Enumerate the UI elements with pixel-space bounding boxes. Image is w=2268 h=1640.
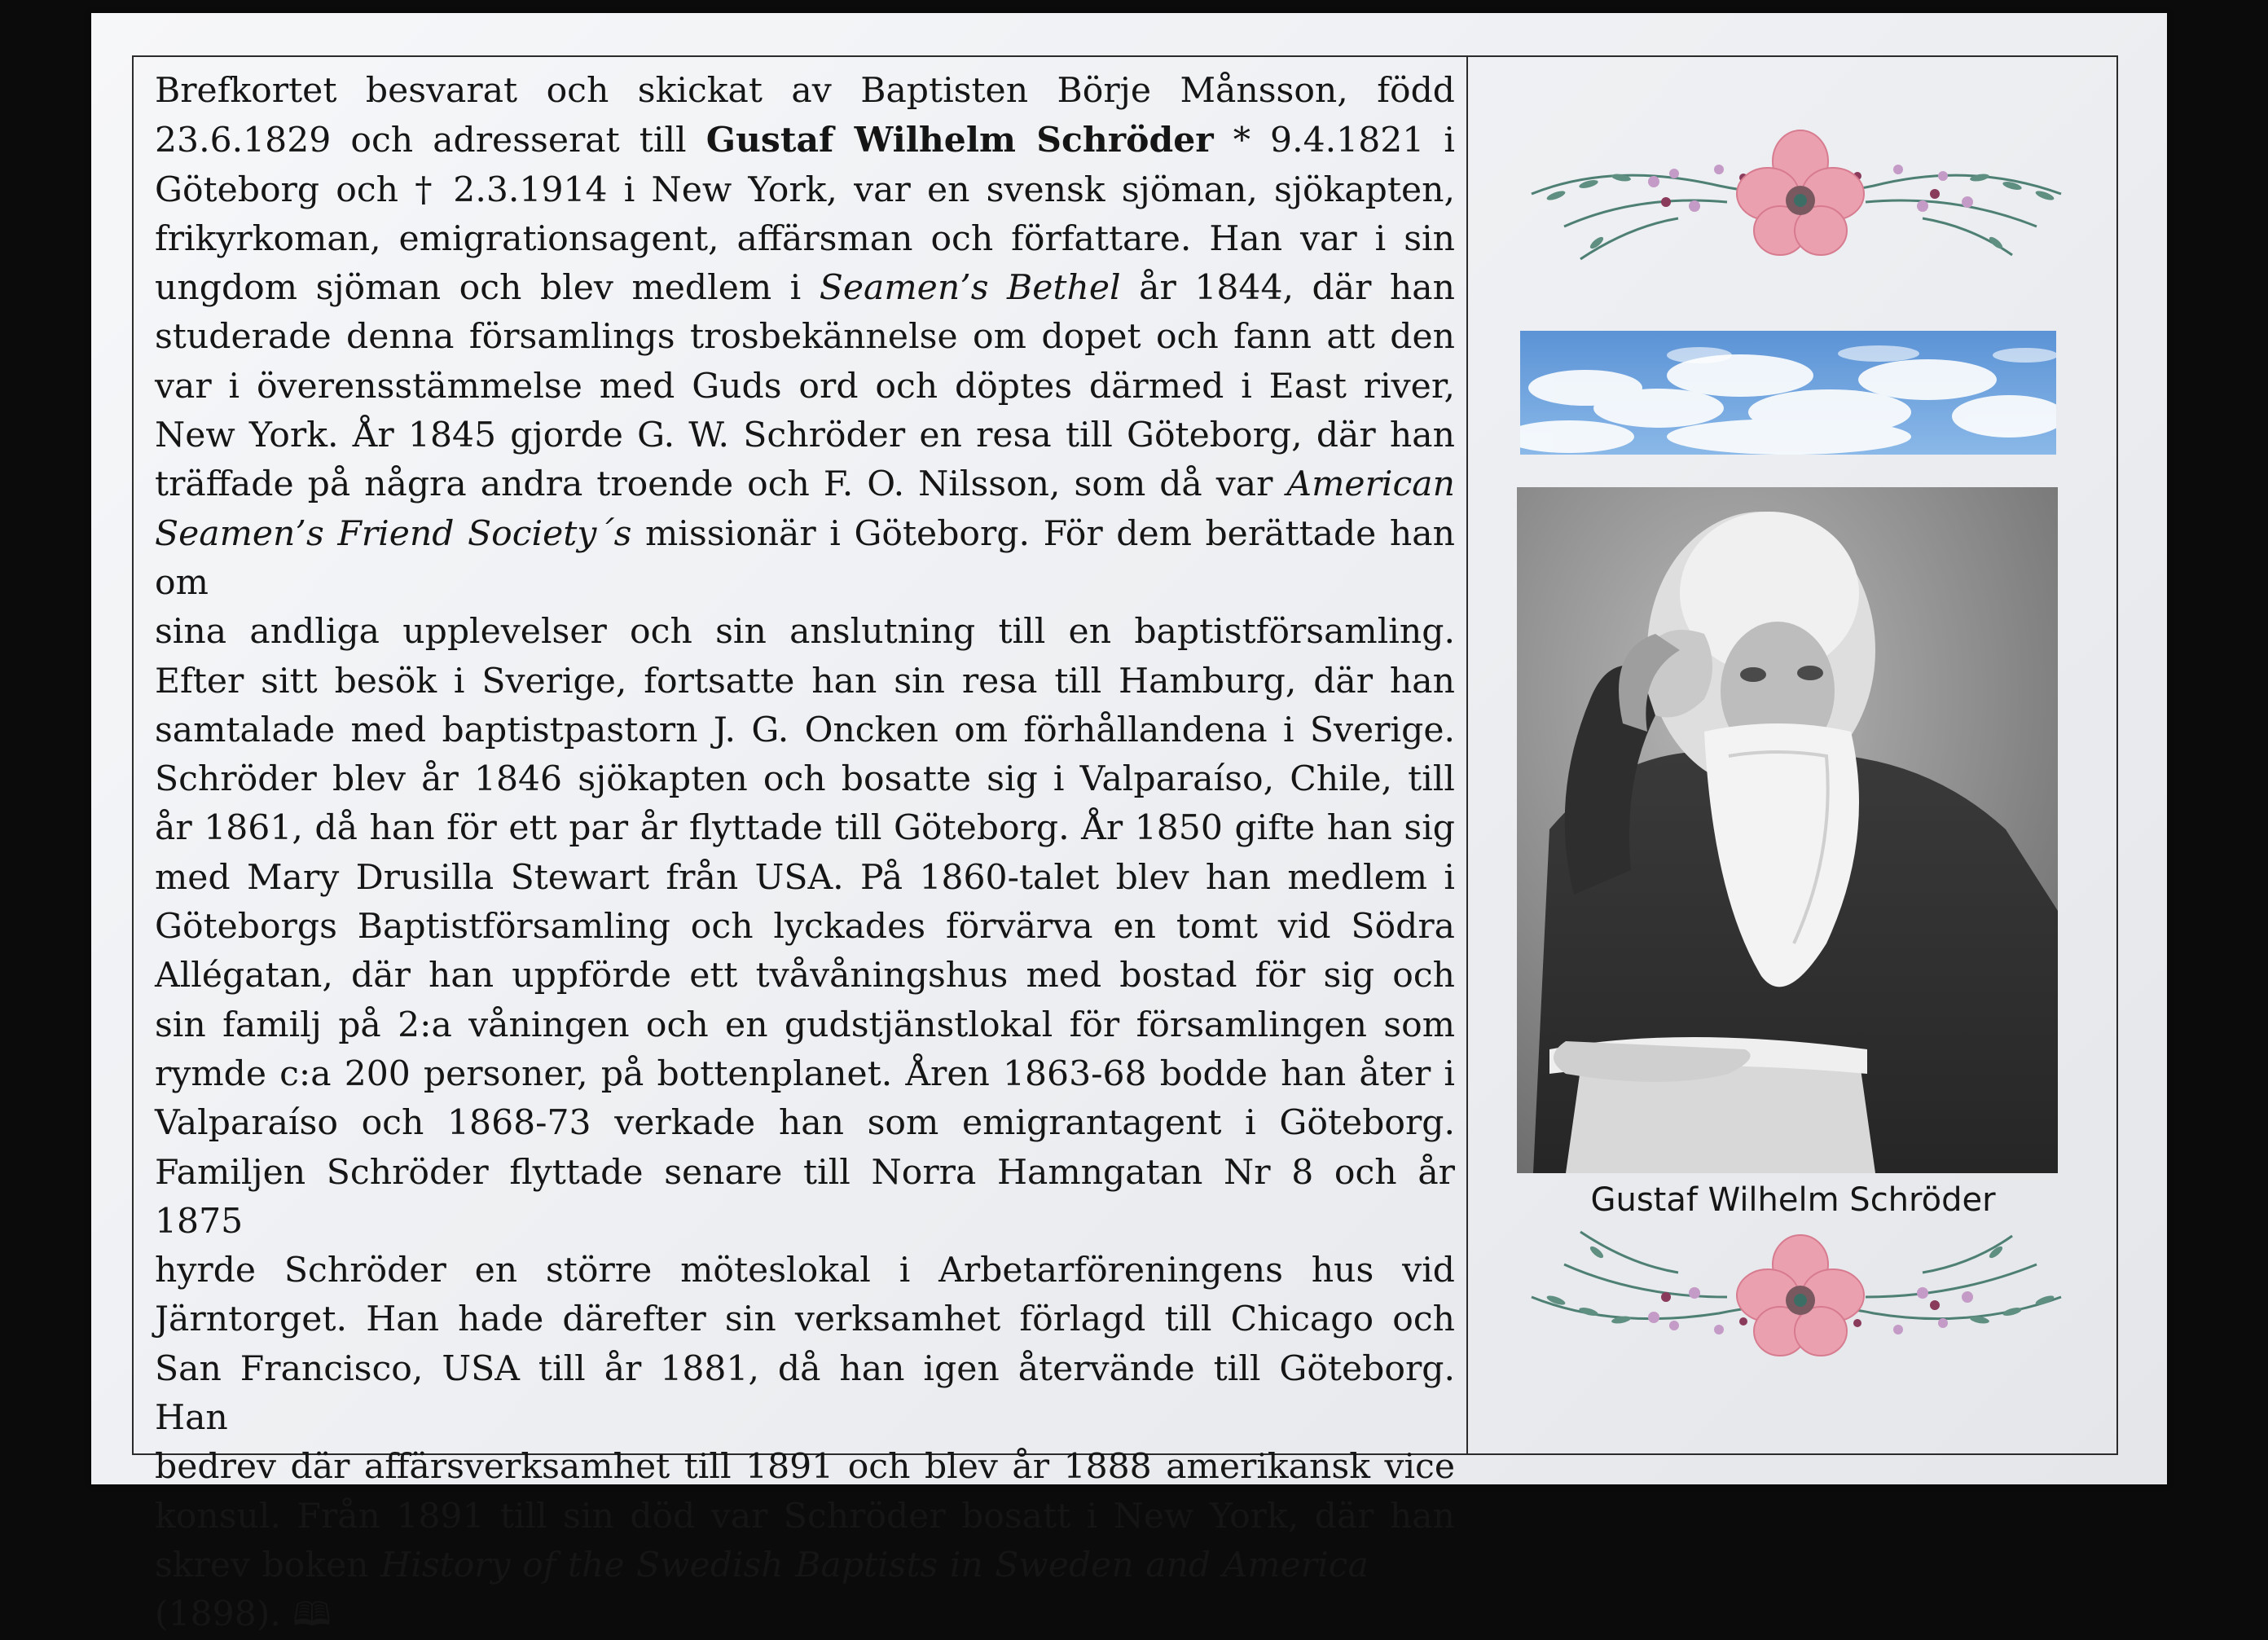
text-run: missionär i Göteborg. För dem berättade han om: [155, 513, 1455, 603]
text-line: [155, 952, 1455, 1000]
text-line: [155, 363, 1455, 411]
book-icon: 🕮: [292, 1596, 332, 1634]
text-line: [155, 1099, 1455, 1148]
biography-text: [155, 67, 1455, 1640]
italic-title: Seamen’s Bethel: [819, 268, 1121, 309]
text-run: med Mary Drusilla Stewart från USA. På 1860-talet blev han medlem i: [155, 857, 1455, 898]
text-line: [155, 854, 1455, 903]
text-run: år 1844, där han: [1120, 268, 1455, 309]
text-run: Familjen Schröder flyttade senare till Norra Hamngatan Nr 8 och år 1875: [155, 1152, 1455, 1242]
text-run: San Francisco, USA till år 1881, då han igen återvände till Göteborg. Han: [155, 1348, 1455, 1439]
text-line: [155, 411, 1455, 460]
text-line: [155, 166, 1455, 215]
text-line: [155, 215, 1455, 264]
text-line: [155, 1443, 1455, 1492]
text-line: [155, 1246, 1455, 1295]
text-line: [155, 67, 1455, 116]
text-line: [155, 264, 1455, 313]
text-line: [155, 116, 1455, 165]
text-run: samtalade med baptistpastorn J. G. Oncken om förhållandena i Sverige.: [155, 710, 1455, 750]
text-line: [155, 1001, 1455, 1050]
text-run: * 9.4.1821 i: [1213, 121, 1455, 161]
text-line: [155, 903, 1455, 952]
text-run: ungdom sjöman och blev medlem i: [155, 268, 820, 309]
text-run: Göteborg och † 2.3.1914 i New York, var en svensk sjöman, sjökapten,: [155, 169, 1455, 210]
text-run: skrev boken: [155, 1545, 381, 1585]
text-line: [155, 608, 1455, 657]
text-run: studerade denna församlings trosbekännelse om dopet och fann att den: [155, 317, 1455, 358]
text-line: [155, 1295, 1455, 1344]
text-run: Brefkortet besvarat och skickat av Baptisten Börje Månsson, född: [155, 71, 1455, 111]
text-run: Järntorget. Han hade därefter sin verksamhet förlagd till Chicago och: [155, 1299, 1455, 1340]
text-line: [155, 460, 1455, 509]
text-run: New York. År 1845 gjorde G. W. Schröder en resa till Göteborg, där han: [155, 415, 1455, 456]
portrait-caption: Gustaf Wilhelm Schröder: [1590, 1181, 1996, 1219]
text-run: rymde c:a 200 personer, på bottenplanet. Åren 1863-68 bodde han åter i: [155, 1053, 1455, 1094]
illustration-column: [1468, 57, 2118, 1453]
text-run: konsul. Från 1891 till sin död var Schröder bosatt i New York, där han: [155, 1496, 1455, 1537]
text-line: [155, 1050, 1455, 1099]
text-run: Efter sitt besök i Sverige, fortsatte han sin resa till Hamburg, där han: [155, 661, 1455, 701]
text-run: (1898).: [155, 1594, 293, 1635]
text-line: [155, 510, 1455, 609]
text-line: [155, 1541, 1455, 1640]
text-line: [155, 804, 1455, 853]
floral-garland-bottom: [1515, 1216, 2077, 1395]
text-run: bedrev där affärsverksamhet till 1891 och blev år 1888 amerikansk vice: [155, 1447, 1455, 1488]
text-line: [155, 657, 1455, 706]
text-run: sin familj på 2:a våningen och en gudstjänstlokal för församlingen som: [155, 1005, 1455, 1045]
text-line: [155, 1345, 1455, 1444]
text-run: träffade på några andra troende och F. O. Nilsson, som då var: [155, 464, 1287, 505]
floral-garland-top: [1515, 104, 2077, 284]
text-run: Göteborgs Baptistförsamling och lyckades förvärva en tomt vid Södra: [155, 907, 1455, 948]
text-run: Schröder blev år 1846 sjökapten och bosatte sig i Valparaíso, Chile, till: [155, 759, 1455, 800]
text-line: [155, 1493, 1455, 1541]
text-run: hyrde Schröder en större möteslokal i Arbetarföreningens hus vid: [155, 1251, 1455, 1291]
text-run: år 1861, då han för ett par år flyttade till Göteborg. År 1850 gifte han sig: [155, 808, 1455, 849]
bold-name: Gustaf Wilhelm Schröder: [705, 120, 1214, 161]
italic-title: History of the Swedish Baptists in Sweden and America: [380, 1545, 1369, 1585]
text-run: var i överensstämmelse med Guds ord och döptes därmed i East river,: [155, 366, 1455, 407]
postcard-sheet: [91, 13, 2167, 1635]
text-run: frikyrkoman, emigrationsagent, affärsman och författare. Han var i sin: [155, 218, 1455, 259]
text-run: Valparaíso och 1868-73 verkade han som emigrantagent i Göteborg.: [155, 1103, 1455, 1144]
text-line: [155, 706, 1455, 755]
text-line: [155, 1149, 1455, 1247]
text-run: Allégatan, där han uppförde ett tvåvåningshus med bostad för sig och: [155, 956, 1455, 996]
text-line: [155, 755, 1455, 804]
text-line: [155, 313, 1455, 362]
italic-title: Seamen’s Friend Society´s: [155, 513, 632, 554]
text-run: 23.6.1829 och adresserat till: [155, 121, 706, 161]
portrait-photo: [1517, 487, 2058, 1173]
bordered-frame: [132, 55, 2118, 1635]
italic-title: American: [1286, 464, 1455, 505]
sky-banner: [1520, 331, 2056, 455]
text-run: sina andliga upplevelser och sin anslutning till en baptistförsamling.: [155, 612, 1455, 653]
